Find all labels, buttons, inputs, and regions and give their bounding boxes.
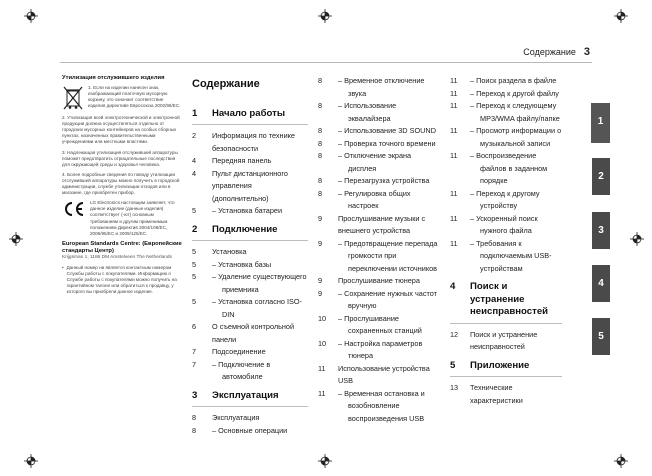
- toc-subentry[interactable]: [318, 138, 440, 151]
- toc-page-number: 11: [450, 151, 458, 160]
- toc-page-number: 11: [450, 101, 458, 110]
- toc-page-number: 8: [192, 413, 197, 422]
- toc-page-number: 8: [318, 176, 323, 185]
- toc-entry-text: – Основные операции: [212, 425, 288, 435]
- toc-entry-text: – Проверка точного времени: [338, 138, 436, 148]
- toc-entry-text: – Удаление существующего приемника: [212, 272, 307, 294]
- registration-mark-icon: [318, 454, 332, 468]
- toc-entry-text: – Перезагрузка устройства: [338, 176, 430, 185]
- section-title: Начало работы: [212, 107, 286, 119]
- toc-entry-text: Технические характеристики: [470, 383, 523, 405]
- registration-mark-icon: [318, 9, 332, 23]
- toc-subentry[interactable]: [450, 188, 562, 213]
- chapter-tab-3[interactable]: 3: [592, 212, 610, 249]
- weee-text-1: 1. Если на изделии нанесен знак, изображающий платочную мусорную корзину, это означает соответствие изделия директиве Евросоюза 2002/96/EC.: [88, 85, 181, 109]
- toc-page-number: 12: [450, 329, 459, 339]
- section-title: Приложение: [470, 359, 530, 371]
- toc-page-number: 8: [318, 76, 323, 85]
- toc-entry-text: Прослушивание музыки с внешнего устройства: [338, 213, 426, 235]
- registration-mark-icon: [24, 454, 38, 468]
- toc-list-1: [192, 108, 308, 438]
- toc-page-number: 10: [318, 338, 327, 348]
- toc-page-number: 11: [450, 88, 458, 98]
- toc-page-number: 11: [450, 76, 458, 85]
- toc-subentry[interactable]: [318, 313, 440, 338]
- toc-page-number: 8: [318, 126, 323, 135]
- header-divider: [60, 62, 592, 63]
- toc-page-number: 5: [192, 206, 197, 215]
- toc-subentry[interactable]: [450, 125, 562, 150]
- toc-page-number: 8: [318, 101, 323, 110]
- toc-page-number: 8: [318, 188, 323, 198]
- toc-entry-text: – Требования к подключаемым USB-устройствам: [470, 238, 552, 273]
- ce-block: [62, 200, 182, 237]
- toc-entry[interactable]: [192, 130, 308, 155]
- toc-page-number: 7: [192, 359, 197, 369]
- section-heading[interactable]: [192, 108, 308, 126]
- toc-entry-text: – Использование эквалайзера: [338, 101, 397, 123]
- toc-page-number: 11: [450, 238, 458, 248]
- toc-subentry[interactable]: [192, 296, 308, 321]
- toc-subentry[interactable]: [192, 271, 308, 296]
- toc-entry[interactable]: [450, 382, 562, 407]
- bullet-icon: •: [62, 264, 64, 270]
- registration-mark-icon: [614, 9, 628, 23]
- section-number: 5: [450, 359, 456, 371]
- toc-entry[interactable]: [192, 346, 308, 359]
- toc-entry-text: – Поиск раздела в файле: [470, 76, 557, 85]
- toc-entry-text: – Временная остановка и возобновление воспроизведения USB: [338, 388, 425, 423]
- toc-entry-text: – Переход к другой файлу: [470, 88, 559, 98]
- weee-text-2: 2. Утилизация всей электротехнической и электронной продукции должна осуществляться отдельно от городских мусорных контейнеров на особых сборных пунктах, назначенных правительственными учреждениями или местными властями.: [62, 115, 180, 145]
- toc-page-number: 5: [192, 272, 197, 281]
- toc-subentry[interactable]: [450, 150, 562, 188]
- toc-entry-text: – Ускоренный поиск нужного файла: [470, 213, 538, 235]
- toc-entry-text: – Отключение экрана дисплея: [338, 151, 412, 173]
- toc-entry-text: Использование устройства USB: [338, 363, 430, 385]
- toc-page-number: 9: [318, 288, 323, 298]
- chapter-tab-5[interactable]: 5: [592, 318, 610, 355]
- toc-entry-text: – Установка согласно ISO-DIN: [212, 297, 302, 319]
- toc-entry-text: Установка: [212, 247, 247, 256]
- toc-entry[interactable]: [318, 363, 440, 388]
- toc-subentry[interactable]: [192, 259, 308, 272]
- toc-entry-text: О съемной контрольной панели: [212, 322, 295, 344]
- toc-column-1: [192, 75, 308, 437]
- header-title: Содержание: [523, 47, 576, 57]
- registration-mark-icon: [630, 232, 644, 246]
- toc-entry-text: – Регулировка общих настроек: [338, 188, 411, 210]
- registration-mark-icon: [614, 454, 628, 468]
- ce-text: LG Electronics настоящим заявляет, что данное изделие (данные изделия) соответствует (-ют) основным требованиям и другим применимым положениям Директив 2004/108/EC, 2006/95/EC и 2009/125/EC.: [90, 200, 175, 236]
- section-title: Эксплуатация: [212, 389, 279, 401]
- toc-page-number: 9: [318, 213, 323, 223]
- toc-entry[interactable]: [192, 412, 308, 425]
- toc-entry-text: – Переход к следующему MP3/WMA файлу/папке: [470, 101, 560, 123]
- toc-subentry[interactable]: [318, 388, 440, 426]
- toc-entry-text: Поиск и устранение неисправностей: [470, 329, 538, 351]
- toc-entry[interactable]: [318, 213, 440, 238]
- disposal-info-column: [62, 75, 182, 295]
- chapter-tab-4[interactable]: 4: [592, 265, 610, 302]
- toc-subentry[interactable]: [450, 100, 562, 125]
- registration-mark-icon: [9, 232, 23, 246]
- section-heading[interactable]: [450, 281, 562, 324]
- page-header: [523, 46, 590, 58]
- toc-entry-text: Пульт дистанционного управления (дополнительно): [212, 168, 288, 203]
- weee-title: Утилизация отслужившего изделия: [62, 75, 165, 81]
- toc-page-number: 5: [192, 247, 197, 256]
- toc-entry-text: – Сохранение нужных частот вручную: [338, 288, 437, 310]
- toc-entry-text: Информация по технике безопасности: [212, 131, 295, 153]
- toc-entry-text: – Воспроизведение файлов в заданном порядке: [470, 151, 548, 185]
- section-heading[interactable]: [450, 360, 562, 378]
- european-centre-address: Krijgsman 1, 1186 DM Amstelveen The Netherlands: [62, 254, 172, 260]
- toc-entry-text: Передняя панель: [212, 156, 272, 165]
- toc-page-number: 4: [192, 156, 197, 165]
- toc-page-number: 8: [318, 151, 323, 160]
- toc-subentry[interactable]: [318, 150, 440, 175]
- toc-list-2: [318, 75, 440, 425]
- chapter-tab-2[interactable]: 2: [592, 158, 610, 195]
- toc-entry-text: – Переход к другому устройству: [470, 188, 540, 210]
- toc-page-number: 9: [318, 238, 323, 248]
- toc-subentry[interactable]: [318, 175, 440, 188]
- toc-subentry[interactable]: [318, 188, 440, 213]
- crossed-bin-icon: [62, 85, 84, 111]
- toc-page-number: 7: [192, 347, 197, 356]
- toc-subentry[interactable]: [450, 88, 562, 101]
- toc-page-number: 11: [450, 213, 458, 223]
- toc-entry-text: Подсоединение: [212, 347, 266, 356]
- toc-page-number: 11: [318, 363, 326, 373]
- toc-page-number: 4: [192, 168, 197, 178]
- toc-subentry[interactable]: [318, 238, 440, 276]
- toc-entry-text: – Подключение в автомобиле: [212, 359, 271, 381]
- toc-entry[interactable]: [192, 321, 308, 346]
- section-title: Поиск и устранение неисправностей: [470, 281, 549, 317]
- toc-page-number: 11: [450, 188, 458, 198]
- section-heading[interactable]: [192, 390, 308, 408]
- toc-list-3: [450, 75, 562, 407]
- section-number: 4: [450, 281, 456, 292]
- toc-column-2: [318, 75, 440, 425]
- toc-entry-text: Эксплуатация: [212, 413, 260, 422]
- registration-mark-icon: [24, 9, 38, 23]
- toc-subentry[interactable]: [192, 205, 308, 218]
- page-number: 3: [583, 46, 590, 58]
- european-centre-title: European Standards Centre: (Европейские стандарты Центр): [62, 240, 182, 254]
- toc-subentry[interactable]: [192, 359, 308, 384]
- toc-entry-text: – Предотвращение перепада громкости при переключении источников: [338, 238, 438, 273]
- toc-entry[interactable]: [318, 275, 440, 288]
- toc-entry[interactable]: [192, 168, 308, 206]
- toc-entry-text: – Настройка параметров тюнера: [338, 338, 423, 360]
- toc-entry-text: Прослушивание тюнера: [338, 276, 420, 285]
- toc-subentry[interactable]: [318, 100, 440, 125]
- section-heading[interactable]: [192, 224, 308, 242]
- toc-page-number: 2: [192, 131, 197, 140]
- toc-page-number: 5: [192, 297, 197, 306]
- toc-page-number: 8: [192, 425, 197, 435]
- toc-page-number: 11: [318, 388, 326, 398]
- toc-entry-text: – Прослушивание сохраненных станций: [338, 313, 422, 335]
- toc-subentry[interactable]: [450, 75, 562, 88]
- toc-page-number: 13: [450, 383, 459, 392]
- toc-page-number: 5: [192, 259, 197, 269]
- toc-entry-text: – Просмотр информации о музыкальной записи: [470, 126, 562, 148]
- toc-page-number: 9: [318, 276, 323, 285]
- toc-entry-text: – Установка базы: [212, 259, 272, 269]
- section-number: 2: [192, 223, 198, 235]
- toc-column-3: [450, 75, 562, 407]
- service-note: [62, 265, 182, 295]
- weee-text-4: 4. Более подробные сведения по поводу утилизации отслужившей аппаратуры можно получить в городской администрации, службе утилизации отходов или в магазине, где приобретен прибор.: [62, 171, 180, 196]
- toc-entry-text: – Временное отключение звука: [338, 76, 425, 98]
- toc-entry[interactable]: [192, 246, 308, 259]
- toc-page-number: 8: [318, 138, 323, 148]
- toc-subentry[interactable]: [450, 213, 562, 238]
- toc-subentry[interactable]: [318, 75, 440, 100]
- ce-mark-icon: [62, 200, 86, 218]
- toc-entry-text: – Использование 3D SOUND: [338, 126, 436, 135]
- toc-page-number: 10: [318, 313, 327, 323]
- toc-entry-text: – Установка батареи: [212, 206, 283, 215]
- weee-block: [62, 85, 182, 111]
- toc-entry[interactable]: [450, 329, 562, 354]
- toc-page-number: 11: [450, 126, 458, 135]
- section-number: 1: [192, 107, 198, 119]
- toc-subentry[interactable]: [318, 338, 440, 363]
- toc-page-number: 6: [192, 322, 197, 331]
- toc-entry[interactable]: [192, 155, 308, 168]
- section-title: Подключение: [212, 223, 278, 235]
- toc-subentry[interactable]: [318, 288, 440, 313]
- toc-subentry[interactable]: [318, 125, 440, 138]
- toc-title: Содержание: [192, 78, 260, 90]
- weee-text-3: 3. Надлежащая утилизация отслужившей аппаратуры поможет предотвратить отрицательные последствия для окружающей среды и здоровья человека.: [62, 149, 178, 167]
- chapter-tab-1[interactable]: 1: [591, 103, 610, 143]
- toc-subentry[interactable]: [192, 425, 308, 438]
- toc-subentry[interactable]: [450, 238, 562, 276]
- section-number: 3: [192, 389, 198, 401]
- service-note-text: Данный номер ни является контактным номером Службы работы с покупателями. Информацию о Службе работы с покупателями можно получить на гарантийном талоне или обратиться к продавцу, у которого вы приобрели данное изделие.: [66, 264, 177, 295]
